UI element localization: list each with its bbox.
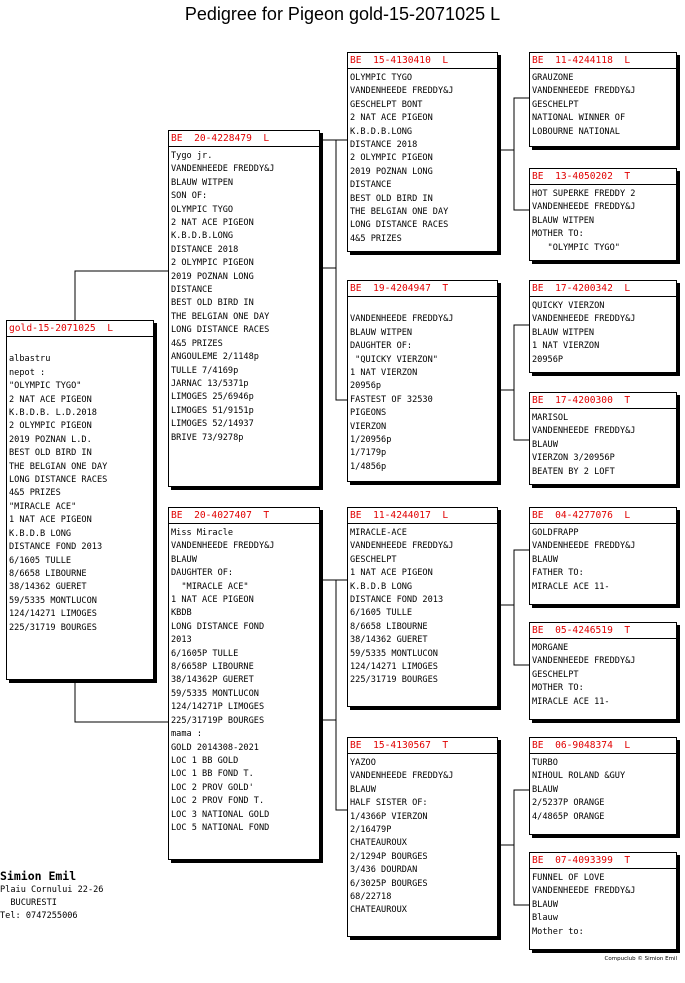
- pedigree-line: albastru: [9, 354, 51, 365]
- pedigree-line: 59/5335 MONTLUCON: [350, 648, 438, 659]
- pedigree-line: THE BELGIAN ONE DAY: [171, 311, 270, 322]
- pedigree-line: 38/14362P GUERET: [171, 675, 254, 686]
- pedigree-line: OLYMPIC TYGO: [171, 204, 234, 215]
- copyright-footer: Compuclub © Simion Emil: [604, 956, 677, 962]
- pedigree-line: Blauw: [532, 913, 558, 924]
- pedigree-line: 38/14362 GUERET: [9, 582, 87, 593]
- pedigree-line: BLAUW: [171, 554, 197, 565]
- pedigree-line: BEATEN BY 2 LOFT: [532, 466, 615, 477]
- pedigree-line: BLAUW: [532, 554, 558, 565]
- pedigree-line: 1 NAT ACE PIGEON: [350, 568, 433, 579]
- pedigree-card-dsd: [529, 622, 677, 720]
- sire-dam-ring-number: BE 19-4204947 T: [348, 282, 498, 297]
- pedigree-card-sire: [168, 130, 320, 487]
- pedigree-line: "MIRACLE ACE": [171, 581, 249, 592]
- pedigree-card-dam: [168, 507, 320, 860]
- pedigree-line: GOLD 2014308-2021: [171, 742, 259, 753]
- pedigree-line: BLAUW: [532, 784, 558, 795]
- pedigree-line: BLAUW WITPEN: [532, 215, 595, 226]
- sds-details: [532, 300, 676, 367]
- owner-info: [0, 868, 103, 923]
- pedigree-line: 225/31719 BOURGES: [350, 675, 438, 686]
- pedigree-line: LOBOURNE NATIONAL: [532, 126, 620, 137]
- pedigree-line: BLAUW WITPEN: [171, 177, 234, 188]
- pedigree-card-ddd: [529, 852, 677, 950]
- pedigree-line: MIRACLE-ACE: [350, 528, 407, 538]
- pedigree-line: K.B.D.B LONG: [9, 528, 72, 539]
- pedigree-line: K.B.D.B. L.D.2018: [9, 408, 97, 419]
- sdd-details: [532, 412, 676, 479]
- pedigree-line: 6/1605P TULLE: [171, 648, 239, 659]
- pedigree-line: BEST OLD BIRD IN: [350, 193, 433, 204]
- pedigree-line: 124/14271 LIMOGES: [350, 662, 438, 673]
- pedigree-line: 2 OLYMPIC PIGEON: [171, 258, 254, 269]
- pedigree-line: 2019 POZNAN LONG: [350, 166, 433, 177]
- pedigree-line: BLAUW: [532, 899, 558, 910]
- pedigree-line: 1/4366P VIERZON: [350, 811, 428, 822]
- pedigree-line: THE BELGIAN ONE DAY: [9, 461, 108, 472]
- pedigree-line: 2/1294P BOURGES: [350, 851, 428, 862]
- pedigree-card-sds: [529, 280, 677, 373]
- pedigree-line: YAZOO: [350, 758, 376, 768]
- pedigree-line: DISTANCE: [350, 180, 392, 191]
- pedigree-line: VANDENHEEDE FREDDY&J: [350, 86, 454, 97]
- subject-ring-number: gold-15-2071025 L: [7, 322, 154, 337]
- pedigree-line: GESCHELPT BONT: [350, 99, 423, 110]
- dam-dam-ring-number: BE 15-4130567 T: [348, 739, 498, 754]
- pedigree-line: MOTHER TO:: [532, 683, 584, 694]
- pedigree-line: 6/1605 TULLE: [9, 555, 72, 566]
- subject-details: [9, 340, 153, 635]
- pedigree-line: MORGANE: [532, 643, 569, 653]
- pedigree-line: VIERZON 3/20956P: [532, 453, 615, 464]
- pedigree-line: K.B.D.B.LONG: [350, 126, 413, 137]
- dsd-details: [532, 642, 676, 709]
- pedigree-line: CHATEAUROUX: [350, 838, 407, 849]
- dam-ring-number: BE 20-4027407 T: [169, 509, 320, 524]
- pedigree-line: 4&5 PRIZES: [350, 233, 402, 244]
- pedigree-line: 6/3025P BOURGES: [350, 878, 428, 889]
- pedigree-line: TULLE 7/4169p: [171, 365, 239, 376]
- pedigree-line: LOC 2 PROV GOLD': [171, 782, 254, 793]
- pedigree-line: HOT SUPERKE FREDDY 2: [532, 189, 636, 199]
- pedigree-line: 59/5335 MONTLUCON: [9, 595, 97, 606]
- pedigree-line: MIRACLE ACE 11-: [532, 696, 610, 707]
- pedigree-line: DAUGHTER OF:: [350, 341, 413, 352]
- pedigree-line: 8/6658 LIBOURNE: [350, 621, 428, 632]
- pedigree-line: VANDENHEEDE FREDDY&J: [171, 541, 275, 552]
- pedigree-line: 2/5237P ORANGE: [532, 798, 605, 809]
- pedigree-line: LOC 1 BB GOLD: [171, 755, 239, 766]
- sds-ring-number: BE 17-4200342 L: [530, 282, 677, 297]
- pedigree-line: 1 NAT ACE PIGEON: [171, 595, 254, 606]
- pedigree-line: 1 NAT ACE PIGEON: [9, 515, 92, 526]
- pedigree-line: "OLYMPIC TYGO": [9, 381, 82, 392]
- owner-city: BUCURESTI: [0, 898, 57, 908]
- pedigree-line: 8/6658 LIBOURNE: [9, 568, 87, 579]
- pedigree-line: 2019 POZNAN L.D.: [9, 434, 92, 445]
- pedigree-card-ssd: [529, 168, 677, 261]
- pedigree-line: BLAUW: [532, 439, 558, 450]
- pedigree-line: ANGOULEME 2/1148p: [171, 352, 259, 363]
- pedigree-line: JARNAC 13/5371p: [171, 378, 249, 389]
- pedigree-line: 3/436 DOURDAN: [350, 865, 418, 876]
- pedigree-line: 2 NAT ACE PIGEON: [350, 113, 433, 124]
- pedigree-line: QUICKY VIERZON: [532, 301, 605, 311]
- dds-details: [532, 757, 676, 824]
- pedigree-line: FUNNEL OF LOVE: [532, 873, 605, 883]
- pedigree-line: 59/5335 MONTLUCON: [171, 688, 259, 699]
- pedigree-card-sdd: [529, 392, 677, 485]
- sdd-ring-number: BE 17-4200300 T: [530, 394, 677, 409]
- pedigree-line: 38/14362 GUERET: [350, 635, 428, 646]
- pedigree-line: KBDB: [171, 608, 192, 619]
- pedigree-line: VANDENHEEDE FREDDY&J: [532, 656, 636, 667]
- ssd-details: [532, 188, 676, 255]
- pedigree-line: LONG DISTANCE RACES: [171, 325, 270, 336]
- pedigree-line: 2 NAT ACE PIGEON: [171, 218, 254, 229]
- sss-ring-number: BE 11-4244118 L: [530, 54, 677, 69]
- pedigree-line: 2/16479P: [350, 825, 392, 836]
- sire-dam-details: [350, 300, 497, 474]
- pedigree-card-dam-sire: [347, 507, 498, 707]
- pedigree-line: FASTEST OF 32530: [350, 394, 433, 405]
- pedigree-line: VANDENHEEDE FREDDY&J: [532, 314, 636, 325]
- pedigree-line: 2013: [171, 635, 192, 646]
- pedigree-line: VANDENHEEDE FREDDY&J: [532, 541, 636, 552]
- pedigree-line: 2 NAT ACE PIGEON: [9, 394, 92, 405]
- pedigree-line: "MIRACLE ACE": [9, 501, 77, 512]
- pedigree-line: BLAUW WITPEN: [532, 327, 595, 338]
- dam-details: [171, 527, 319, 835]
- pedigree-line: DAUGHTER OF:: [171, 568, 234, 579]
- pedigree-line: DISTANCE FOND 2013: [9, 542, 103, 553]
- dam-dam-details: [350, 757, 497, 918]
- pedigree-line: GRAUZONE: [532, 73, 574, 83]
- pedigree-line: 6/1605 TULLE: [350, 608, 413, 619]
- owner-address-line: Plaiu Cornului 22-26: [0, 885, 104, 895]
- pedigree-line: VANDENHEEDE FREDDY&J: [350, 541, 454, 552]
- pedigree-line: Mother to:: [532, 926, 584, 937]
- ddd-ring-number: BE 07-4093399 T: [530, 854, 677, 869]
- pedigree-line: DISTANCE 2018: [171, 244, 239, 255]
- pedigree-line: DISTANCE 2018: [350, 140, 418, 151]
- pedigree-line: LONG DISTANCE RACES: [9, 475, 108, 486]
- pedigree-card-sire-sire: [347, 52, 498, 252]
- sss-details: [532, 72, 676, 139]
- pedigree-line: [350, 300, 497, 313]
- pedigree-line: BEST OLD BIRD IN: [171, 298, 254, 309]
- pedigree-line: LIMOGES 51/9151p: [171, 405, 254, 416]
- pedigree-line: MIRACLE ACE 11-: [532, 581, 610, 592]
- pedigree-line: 4&5 PRIZES: [171, 338, 223, 349]
- pedigree-line: 124/14271P LIMOGES: [171, 702, 265, 713]
- pedigree-line: CHATEAUROUX: [350, 905, 407, 916]
- pedigree-line: BLAUW: [350, 784, 376, 795]
- pedigree-line: [9, 340, 153, 353]
- pedigree-line: BEST OLD BIRD IN: [9, 448, 92, 459]
- pedigree-line: 225/31719P BOURGES: [171, 715, 265, 726]
- pedigree-line: MOTHER TO:: [532, 229, 584, 240]
- pedigree-line: VANDENHEEDE FREDDY&J: [532, 202, 636, 213]
- pedigree-line: BLAUW WITPEN: [350, 327, 413, 338]
- pedigree-line: 1/7179p: [350, 448, 387, 459]
- pedigree-line: 225/31719 BOURGES: [9, 622, 97, 633]
- dam-sire-ring-number: BE 11-4244017 L: [348, 509, 498, 524]
- pedigree-card-dam-dam: [347, 737, 498, 937]
- pedigree-line: VANDENHEEDE FREDDY&J: [350, 314, 454, 325]
- pedigree-line: 2 OLYMPIC PIGEON: [9, 421, 92, 432]
- pedigree-line: BRIVE 73/9278p: [171, 432, 244, 443]
- pedigree-line: NIHOUL ROLAND &GUY: [532, 771, 626, 782]
- pedigree-line: SON OF:: [171, 191, 208, 202]
- pedigree-line: VIERZON: [350, 421, 387, 432]
- pedigree-line: LONG DISTANCE FOND: [171, 621, 265, 632]
- pedigree-line: 4&5 PRIZES: [9, 488, 61, 499]
- pedigree-line: LOC 2 PROV FOND T.: [171, 796, 265, 807]
- pedigree-line: NATIONAL WINNER OF: [532, 113, 626, 124]
- pedigree-line: LOC 1 BB FOND T.: [171, 769, 254, 780]
- page-title: Pedigree for Pigeon gold-15-2071025 L: [184, 4, 501, 24]
- pedigree-line: GESCHELPT: [532, 669, 579, 680]
- pedigree-card-subject: [6, 320, 154, 680]
- pedigree-line: 20956P: [532, 354, 564, 365]
- pedigree-line: "OLYMPIC TYGO": [532, 242, 620, 253]
- owner-name: Simion Emil: [0, 869, 77, 883]
- dam-sire-details: [350, 527, 497, 688]
- pedigree-line: MARISOL: [532, 413, 569, 423]
- pedigree-line: 1 NAT VIERZON: [350, 368, 418, 379]
- pedigree-line: 1 NAT VIERZON: [532, 341, 600, 352]
- pedigree-line: "QUICKY VIERZON": [350, 354, 438, 365]
- pedigree-line: VANDENHEEDE FREDDY&J: [532, 86, 636, 97]
- pedigree-line: 4/4865P ORANGE: [532, 811, 605, 822]
- pedigree-line: 1/4856p: [350, 461, 387, 472]
- sire-sire-ring-number: BE 15-4130410 L: [348, 54, 498, 69]
- dsd-ring-number: BE 05-4246519 T: [530, 624, 677, 639]
- pedigree-line: GESCHELPT: [532, 99, 579, 110]
- pedigree-line: nepot :: [9, 367, 46, 378]
- dds-ring-number: BE 06-9048374 L: [530, 739, 677, 754]
- pedigree-line: LIMOGES 25/6946p: [171, 392, 254, 403]
- pedigree-line: DISTANCE: [171, 285, 213, 296]
- pedigree-card-dss: [529, 507, 677, 605]
- pedigree-line: TURBO: [532, 758, 558, 768]
- pedigree-line: Tygo jr.: [171, 151, 213, 161]
- pedigree-card-sss: [529, 52, 677, 147]
- pedigree-line: LIMOGES 52/14937: [171, 419, 254, 430]
- ddd-details: [532, 872, 676, 939]
- dss-details: [532, 527, 676, 594]
- pedigree-line: K.B.D.B LONG: [350, 581, 413, 592]
- pedigree-line: K.B.D.B.LONG: [171, 231, 234, 242]
- pedigree-line: HALF SISTER OF:: [350, 798, 428, 809]
- pedigree-line: VANDENHEEDE FREDDY&J: [532, 426, 636, 437]
- pedigree-line: VANDENHEEDE FREDDY&J: [350, 771, 454, 782]
- pedigree-line: FATHER TO:: [532, 568, 584, 579]
- pedigree-line: LOC 3 NATIONAL GOLD: [171, 809, 270, 820]
- ssd-ring-number: BE 13-4050202 T: [530, 170, 677, 185]
- dss-ring-number: BE 04-4277076 L: [530, 509, 677, 524]
- pedigree-line: LONG DISTANCE RACES: [350, 220, 449, 231]
- pedigree-line: 2019 POZNAN LONG: [171, 271, 254, 282]
- pedigree-line: GESCHELPT: [350, 554, 397, 565]
- pedigree-line: 20956p: [350, 381, 382, 392]
- pedigree-line: VANDENHEEDE FREDDY&J: [171, 164, 275, 175]
- pedigree-line: LOC 5 NATIONAL FOND: [171, 822, 270, 833]
- pedigree-line: THE BELGIAN ONE DAY: [350, 207, 449, 218]
- pedigree-line: GOLDFRAPP: [532, 528, 579, 538]
- pedigree-line: OLYMPIC TYGO: [350, 73, 413, 83]
- pedigree-card-dds: [529, 737, 677, 835]
- pedigree-line: PIGEONS: [350, 408, 387, 419]
- pedigree-line: mama :: [171, 729, 203, 740]
- pedigree-line: Miss Miracle: [171, 528, 234, 538]
- pedigree-line: 1/20956p: [350, 435, 392, 446]
- sire-sire-details: [350, 72, 497, 246]
- pedigree-line: 2 OLYMPIC PIGEON: [350, 153, 433, 164]
- pedigree-card-sire-dam: [347, 280, 498, 482]
- pedigree-line: DISTANCE FOND 2013: [350, 595, 444, 606]
- owner-phone: Tel: 0747255006: [0, 911, 78, 921]
- pedigree-line: 124/14271 LIMOGES: [9, 609, 97, 620]
- pedigree-line: VANDENHEEDE FREDDY&J: [532, 886, 636, 897]
- pedigree-line: 68/22718: [350, 892, 392, 903]
- sire-details: [171, 150, 319, 445]
- sire-ring-number: BE 20-4228479 L: [169, 132, 320, 147]
- pedigree-line: 8/6658P LIBOURNE: [171, 662, 254, 673]
